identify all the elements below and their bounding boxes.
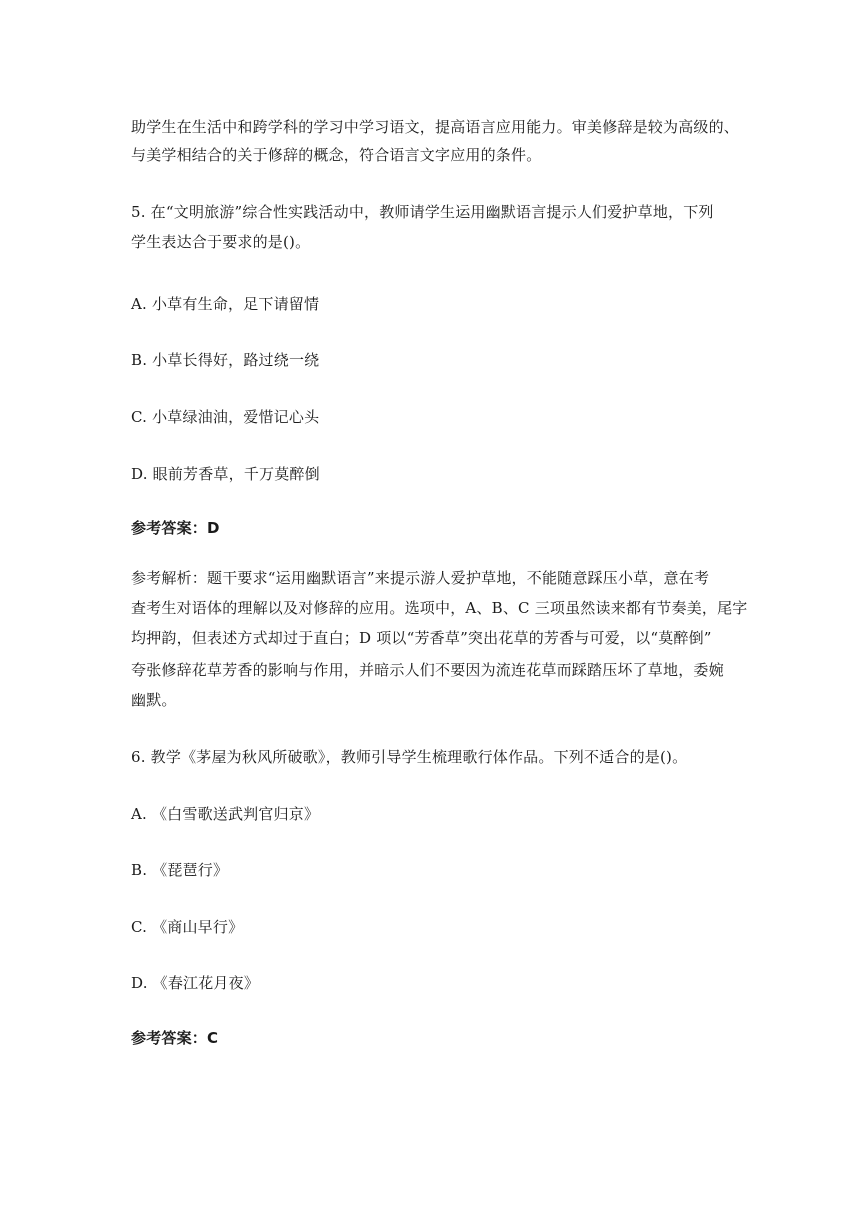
question-5-analysis-line-3: 均押韵，但表述方式却过于直白；D 项以“芳香草”突出花草的芳香与可爱，以“莫醉倒” [131, 629, 712, 647]
intro-line-2: 与美学相结合的关于修辞的概念，符合语言文字应用的条件。 [131, 146, 542, 164]
question-6-option-c: C. 《商山早行》 [131, 918, 244, 936]
question-5-option-d: D. 眼前芳香草，千万莫醉倒 [131, 465, 320, 483]
question-6-option-b: B. 《琵琶行》 [131, 861, 229, 879]
question-5-analysis-line-2: 查考生对语体的理解以及对修辞的应用。选项中，A、B、C 三项虽然读来都有节奏美，尾字 [131, 599, 748, 617]
question-6-option-a: A. 《白雪歌送武判官归京》 [131, 805, 320, 823]
question-5-stem-line-2: 学生表达合于要求的是()。 [131, 233, 311, 251]
question-6-answer: 参考答案：C [131, 1029, 219, 1047]
question-5-option-a: A. 小草有生命，足下请留情 [131, 295, 320, 313]
question-5-analysis-line-5: 幽默。 [131, 691, 177, 709]
question-5-stem-line-1: 5. 在“文明旅游”综合性实践活动中，教师请学生运用幽默语言提示人们爱护草地，下列 [131, 203, 714, 221]
question-6-stem: 6. 教学《茅屋为秋风所破歌》，教师引导学生梳理歌行体作品。下列不适合的是()。 [131, 748, 688, 766]
intro-line-1: 助学生在生活中和跨学科的学习中学习语文，提高语言应用能力。审美修辞是较为高级的、 [131, 118, 740, 136]
question-5-option-b: B. 小草长得好，路过绕一绕 [131, 351, 320, 369]
question-6-option-d: D. 《春江花月夜》 [131, 974, 260, 992]
question-5-analysis-line-1: 参考解析：题干要求“运用幽默语言”来提示游人爱护草地，不能随意踩压小草，意在考 [131, 569, 710, 587]
question-5-analysis-line-4: 夸张修辞花草芳香的影响与作用，并暗示人们不要因为流连花草而踩踏压坏了草地，委婉 [131, 661, 724, 679]
question-5-option-c: C. 小草绿油油，爱惜记心头 [131, 408, 320, 426]
question-5-answer: 参考答案：D [131, 519, 220, 537]
